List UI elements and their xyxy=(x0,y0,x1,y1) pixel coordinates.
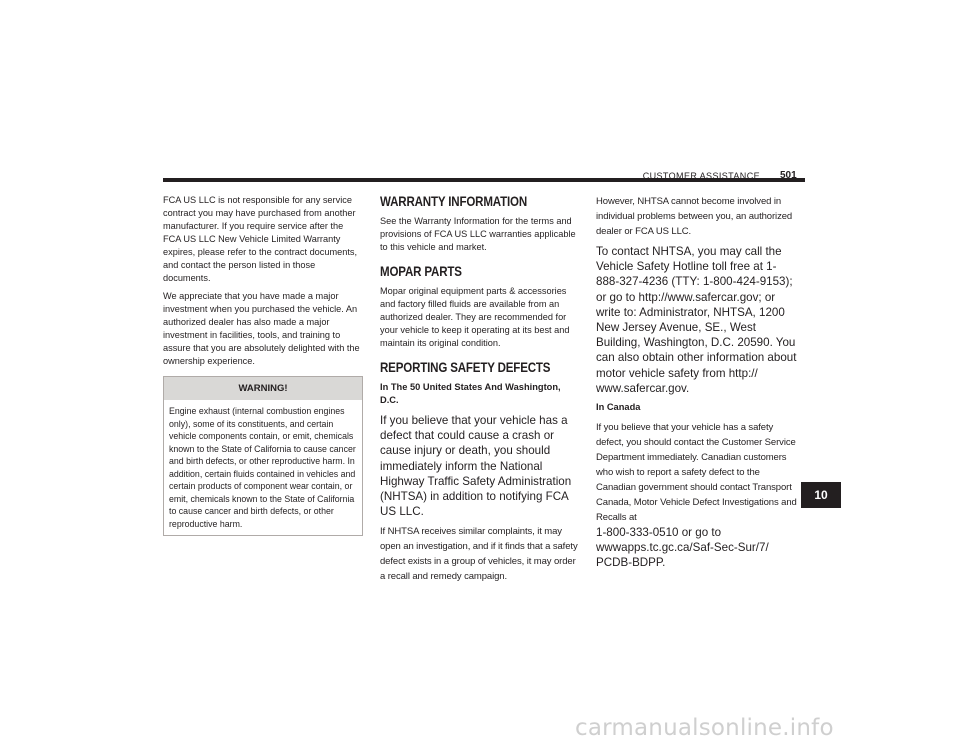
section-title: CUSTOMER ASSISTANCE xyxy=(642,171,760,181)
paragraph-investment: We appreciate that you have made a major investment when you purchased the vehicle. An authorized dealer has also made a major investment in facilities, tools, and training to assure that you are absolutely delighted with the ownership experience. xyxy=(163,291,360,366)
column-left xyxy=(163,194,363,536)
heading-reporting-safety-defects: REPORTING SAFETY DEFECTS xyxy=(380,360,551,375)
paragraph-contact-nhtsa: To contact NHTSA, you may call the Vehicle Safety Hotline toll free at 1-888-327-4236 (TTY: 1-800-424-9153); or go to http://www.safercar.gov; or write to: Administrator, NHTSA, 1200 New Jersey Avenue, SE., West Building, Washington, D.C. 20590. You can also obtain other information about motor vehicle safety from http:// www.safercar.gov. xyxy=(596,245,797,395)
column-middle xyxy=(380,194,580,589)
heading-warranty-information: WARRANTY INFORMATION xyxy=(380,194,528,209)
paragraph-defect-inform: If you believe that your vehicle has a defect that could cause a crash or cause injury or death, you should immediately inform the National Highway Traffic Safety Administration (NHTSA) in addition to notifying FCA US LLC. xyxy=(380,414,572,519)
paragraph-nhtsa-limits: However, NHTSA cannot become involved in individual problems between you, an authorized dealer or FCA US LLC. xyxy=(596,196,793,237)
warning-text: Engine exhaust (internal combustion engines only), some of its constituents, and certain vehicle components contain, or emit, chemicals known to the State of California to cause cancer and birth defects, or other reproductive harm. In addition, certain fluids contained in vehicles and certain products of component wear contain, or emit, chemicals known to the State of California to cause cancer and birth defects, or other reproductive harm. xyxy=(169,406,356,529)
subheading-canada: In Canada xyxy=(596,402,641,413)
heading-mopar-parts: MOPAR PARTS xyxy=(380,264,462,279)
paragraph-warranty: See the Warranty Information for the terms and provisions of FCA US LLC warranties applicable to this vehicle and market. xyxy=(380,216,576,252)
subheading-us: In The 50 United States And Washington, D.C. xyxy=(380,382,561,405)
chapter-tab: 10 xyxy=(801,482,841,508)
paragraph-canada-contact: 1-800-333-0510 or go to wwwapps.tc.gc.ca/Saf-Sec-Sur/7/ PCDB-BDPP. xyxy=(596,526,769,570)
column-right xyxy=(596,194,798,576)
page-number: 501 xyxy=(780,170,797,181)
warning-title: WARNING! xyxy=(164,377,362,400)
paragraph-mopar: Mopar original equipment parts & accessories and factory filled fluids are available from an authorized dealer. They are recommended for your vehicle to keep it operating at its best and maintain its original condition. xyxy=(380,286,570,348)
warning-box xyxy=(163,376,363,536)
watermark: carmanualsonline.info xyxy=(575,715,834,741)
paragraph-nhtsa-investigation: If NHTSA receives similar complaints, it may open an investigation, and if it finds that a safety defect exists in a group of vehicles, it may order a recall and remedy campaign. xyxy=(380,526,578,583)
paragraph-service-contract: FCA US LLC is not responsible for any service contract you may have purchased from another manufacturer. If you require service after the FCA US LLC New Vehicle Limited Warranty expires, please refer to the contract documents, and contact the person listed in those documents. xyxy=(163,195,358,283)
paragraph-canada: If you believe that your vehicle has a safety defect, you should contact the Customer Service Department immediately. Canadian customers who wish to report a safety defect to the Canadian government should contact Transport Canada, Motor Vehicle Defect Investigations and Recalls at xyxy=(596,422,797,524)
